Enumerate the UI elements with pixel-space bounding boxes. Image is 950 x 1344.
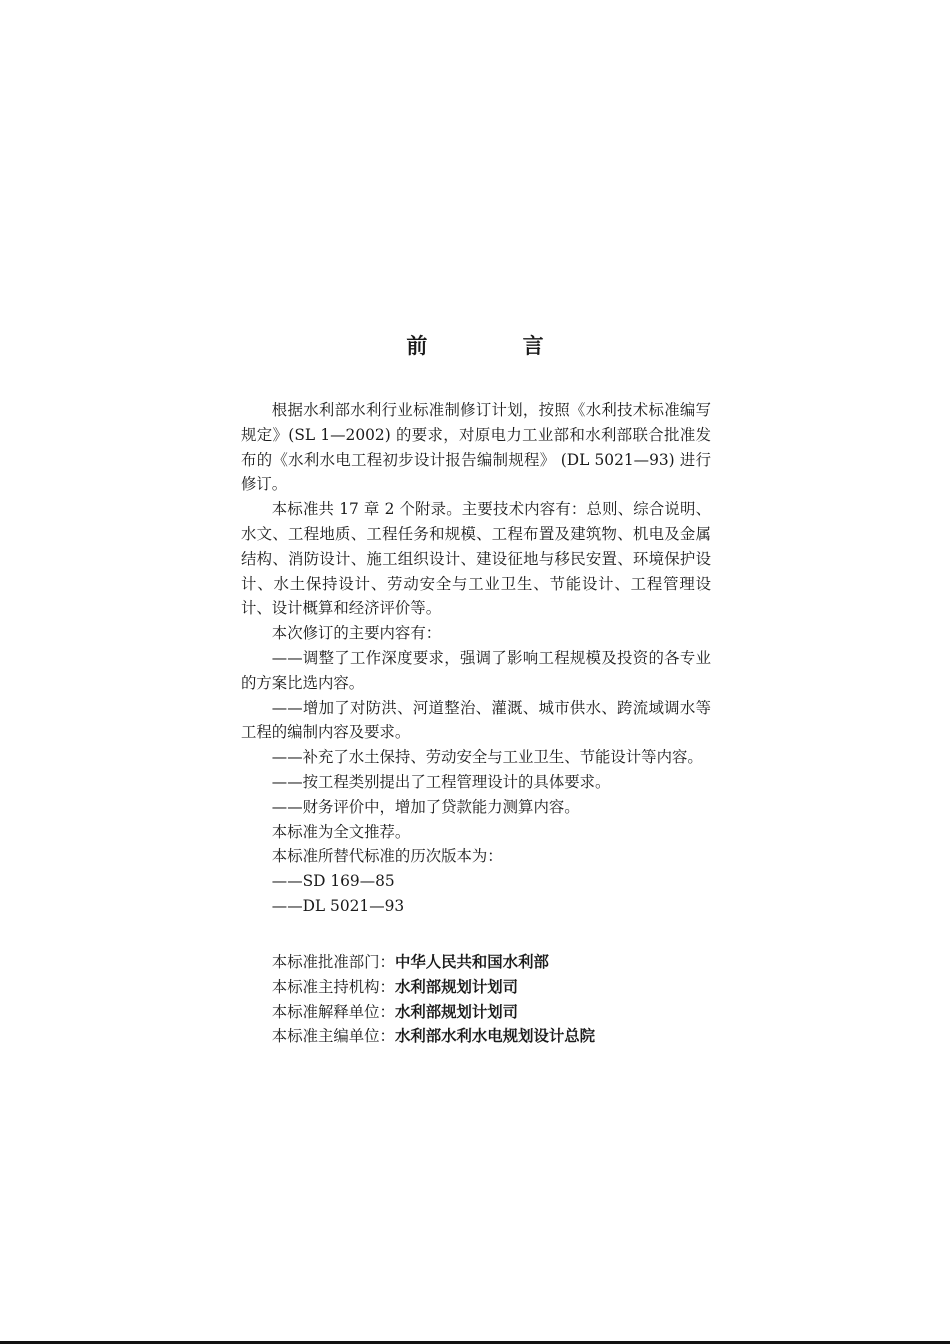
credit-chief-editor-unit <box>241 1024 711 1049</box>
revision-item: ——按工程类别提出了工程管理设计的具体要求。 <box>271 772 611 791</box>
paragraph-content-summary: 本标准共 17 章 2 个附录。主要技术内容有：总则、综合说明、水文、工程地质、工程任务和规模、工程布置及建筑物、机电及金属结构、消防设计、施工组织设计、建设征地与移民安置、环境保护设计、水土保持设计、劳动安全与工业卫生、节能设计、工程管理设计、设计概算和经济评价等。 <box>241 500 711 618</box>
credit-value: 中华人民共和国水利部 <box>394 953 549 971</box>
replaced-version-item: ——DL 5021—93 <box>271 896 405 915</box>
credit-presiding-organization <box>241 975 711 1000</box>
revision-item: ——财务评价中，增加了贷款能力测算内容。 <box>271 797 580 816</box>
revision-item: ——补充了水土保持、劳动安全与工业卫生、节能设计等内容。 <box>271 748 703 767</box>
preface-body <box>241 398 711 919</box>
credit-label: 本标准主持机构： <box>271 977 395 996</box>
credit-label: 本标准解释单位： <box>271 1002 395 1021</box>
paragraph-intro: 根据水利部水利行业标准制修订计划，按照《水利技术标准编写规定》(SL 1—2002) 的要求，对原电力工业部和水利部联合批准发布的《水利水电工程初步设计报告编制规程》 (DL 5021—93) 进行修订。 <box>241 401 711 494</box>
paragraph-recommendation: 本标准为全文推荐。 <box>271 822 411 841</box>
credits-block <box>241 950 711 1049</box>
revision-item: ——调整了工作深度要求，强调了影响工程规模及投资的各专业的方案比选内容。 <box>241 648 711 692</box>
credit-value: 水利部规划计划司 <box>394 1002 519 1021</box>
revision-item: ——增加了对防洪、河道整治、灌溉、城市供水、跨流域调水等工程的编制内容及要求。 <box>241 698 711 742</box>
page-title: 前 言 <box>406 334 588 358</box>
paragraph-revision-heading: 本次修订的主要内容有： <box>271 624 442 643</box>
credit-approval-department <box>241 950 711 975</box>
credit-value: 水利部水利水电规划设计总院 <box>394 1027 596 1046</box>
paragraph-replaced-versions: 本标准所替代标准的历次版本为： <box>271 847 503 866</box>
credit-label: 本标准批准部门： <box>271 953 395 971</box>
replaced-version-item: ——SD 169—85 <box>271 872 395 891</box>
credit-label: 本标准主编单位： <box>271 1027 395 1046</box>
credit-interpretation-unit <box>241 1000 711 1025</box>
credit-value: 水利部规划计划司 <box>394 977 519 996</box>
